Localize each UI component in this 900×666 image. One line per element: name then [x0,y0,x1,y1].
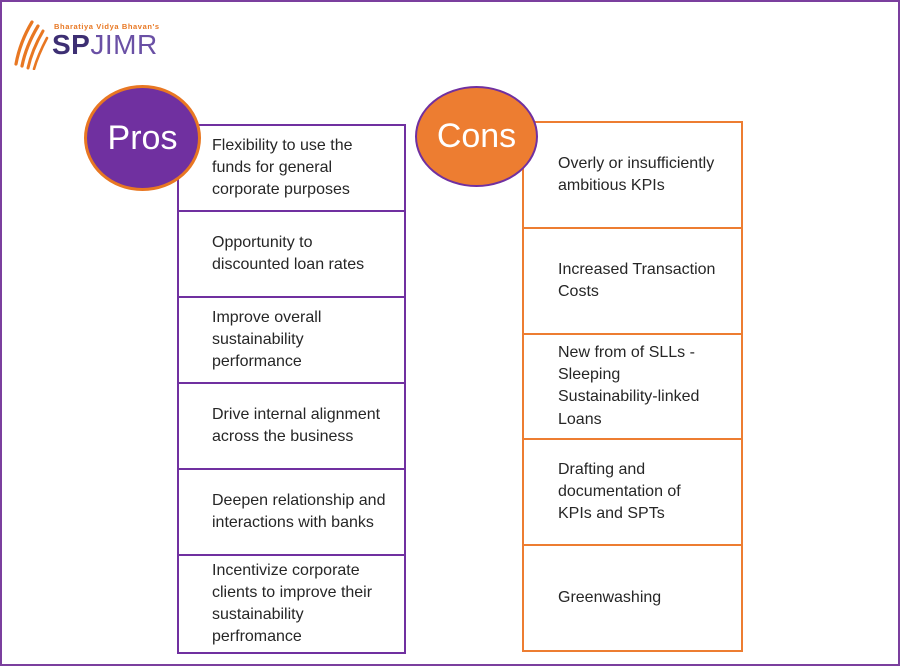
spjimr-logo [12,12,160,70]
pros-circle [84,85,201,191]
pros-item-label: Deepen relationship and interactions with banks [212,491,386,531]
pros-item [177,210,406,298]
pros-item [177,124,406,212]
cons-item-label: Drafting and documentation of KPIs and SPTs [558,461,681,523]
pros-list [177,124,406,654]
cons-circle [415,86,538,187]
pros-item-label: Improve overall sustainability performance [212,308,322,370]
cons-item-label: Overly or insufficiently ambitious KPIs [558,154,715,194]
pros-item [177,296,406,384]
spjimr-flame-icon [12,14,50,70]
logo-brand-sp: SP [52,29,91,60]
pros-item [177,468,406,556]
cons-circle-label: Cons [436,117,517,155]
cons-item [522,227,743,335]
cons-item [522,333,743,441]
cons-item [522,544,743,652]
spjimr-logo-text [52,12,160,59]
pros-item-label: Incentivize corporate clients to improve their sustainability perfromance [212,561,373,645]
pros-item [177,554,406,654]
cons-item-label: New from of SLLs - Sleeping Sustainability-linked Loans [558,344,700,428]
logo-brand-jimr: JIMR [90,29,158,60]
cons-item-label: Greenwashing [558,589,662,607]
pros-item-label: Drive internal alignment across the business [212,405,381,445]
pros-circle-label: Pros [107,118,178,157]
cons-item [522,438,743,546]
pros-item [177,382,406,470]
cons-item-label: Increased Transaction Costs [558,260,716,300]
cons-list [522,121,743,652]
pros-item-label: Flexibility to use the funds for general corporate purposes [212,136,353,198]
logo-brand [52,31,160,59]
pros-item-label: Opportunity to discounted loan rates [212,233,365,273]
logo-tagline: Bharatiya Vidya Bhavan's [54,22,160,31]
cons-item [522,121,743,229]
